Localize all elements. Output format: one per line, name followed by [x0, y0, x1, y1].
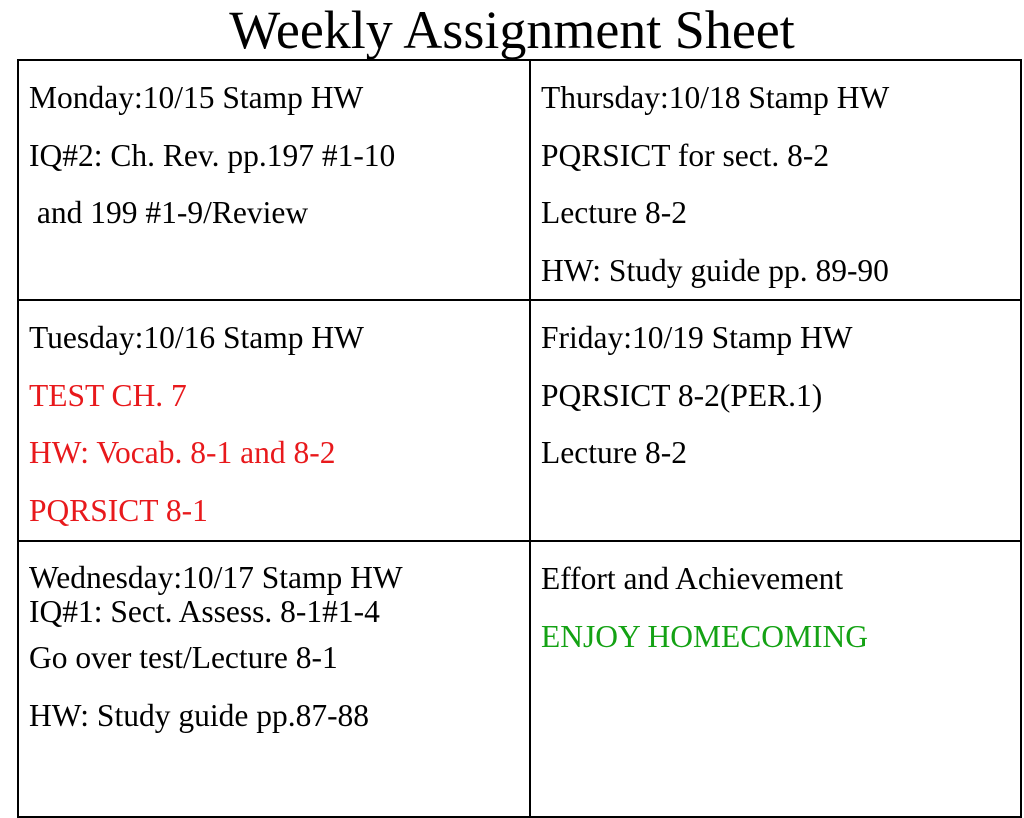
homecoming-line: ENJOY HOMECOMING — [541, 618, 868, 654]
friday-line-2: PQRSICT 8-2(PER.1) — [541, 377, 823, 413]
monday-line-3: and 199 #1-9/Review — [29, 195, 309, 230]
tuesday-hw-line: HW: Vocab. 8-1 and 8-2 — [29, 435, 336, 470]
page-title: Weekly Assignment Sheet — [229, 0, 795, 60]
friday-line-3: Lecture 8-2 — [541, 435, 688, 470]
wednesday-cell — [18, 541, 530, 817]
monday-line-2: IQ#2: Ch. Rev. pp.197 #1-10 — [29, 137, 396, 173]
table-row — [18, 60, 1021, 300]
tuesday-cell — [18, 300, 530, 541]
tuesday-pqrsict-line: PQRSICT 8-1 — [29, 492, 208, 528]
thursday-line-4: HW: Study guide pp. 89-90 — [541, 252, 889, 288]
wednesday-line-2: IQ#1: Sect. Assess. 8-1#1-4 — [29, 594, 380, 629]
notes-cell — [530, 541, 1021, 817]
tuesday-heading: Tuesday:10/16 Stamp HW — [29, 320, 364, 355]
tuesday-test-line: TEST CH. 7 — [29, 377, 187, 413]
thursday-line-3: Lecture 8-2 — [541, 195, 688, 230]
thursday-heading: Thursday:10/18 Stamp HW — [541, 80, 890, 115]
monday-cell — [18, 60, 530, 300]
wednesday-heading: Wednesday:10/17 Stamp HW — [29, 560, 403, 595]
wednesday-line-3: Go over test/Lecture 8-1 — [29, 640, 338, 675]
friday-cell — [530, 300, 1021, 541]
assignment-table — [17, 59, 1022, 818]
monday-heading: Monday:10/15 Stamp HW — [29, 80, 364, 115]
thursday-cell — [530, 60, 1021, 300]
friday-heading: Friday:10/19 Stamp HW — [541, 320, 853, 355]
wednesday-line-4: HW: Study guide pp.87-88 — [29, 697, 370, 733]
effort-line: Effort and Achievement — [541, 561, 844, 596]
thursday-line-2: PQRSICT for sect. 8-2 — [541, 137, 830, 173]
table-row — [18, 541, 1021, 817]
table-row — [18, 300, 1021, 541]
